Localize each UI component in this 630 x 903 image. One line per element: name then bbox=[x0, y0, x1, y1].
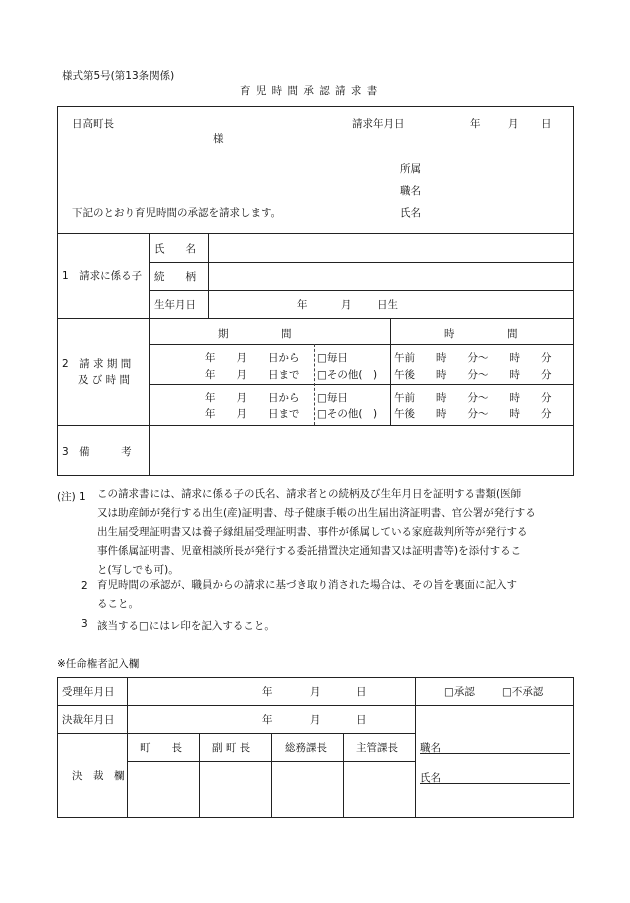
pm-time-1[interactable]: 午後 時 分〜 時 分 bbox=[394, 369, 552, 381]
section-period-label-2: 及 び 時 間 bbox=[78, 374, 131, 386]
note-3: 該当する□にはレ印を記入すること。 bbox=[97, 620, 275, 632]
divider bbox=[149, 290, 574, 291]
section-child-label: 1 請求に係る子 bbox=[62, 270, 143, 282]
note-1-line: 事件係属証明書、児童相談所長が発行する委託措置決定通知書又は証明書等)を添付するこ bbox=[97, 545, 522, 557]
appointer-name-label: 氏名 bbox=[420, 772, 441, 784]
role-general-affairs-chief: 総務課長 bbox=[285, 742, 327, 754]
period-from-2[interactable]: 年 月 日から bbox=[205, 392, 300, 404]
daily-checkbox-1[interactable]: □毎日 bbox=[317, 352, 348, 364]
decided-date-label: 決裁年月日 bbox=[62, 714, 115, 726]
daily-checkbox-2[interactable]: □毎日 bbox=[317, 392, 348, 404]
am-time-2[interactable]: 午前 時 分〜 時 分 bbox=[394, 392, 552, 404]
note-2-line: ること。 bbox=[97, 598, 139, 610]
birth-day[interactable]: 日生 bbox=[377, 299, 398, 311]
divider bbox=[57, 233, 574, 234]
period-from-1[interactable]: 年 月 日から bbox=[205, 352, 300, 364]
note-1-line: 出生届受理証明書又は養子縁組届受理証明書、事件が係属している家庭裁判所等が発行する bbox=[97, 526, 528, 538]
deputy-mayor-seal-field[interactable] bbox=[202, 765, 268, 815]
note-1-line: と(写しでも可)。 bbox=[97, 564, 179, 576]
note-1-line: この請求書には、請求に係る子の氏名、請求者との続柄及び生年月日を証明する書類(医師 bbox=[97, 488, 522, 500]
decided-month[interactable]: 月 bbox=[310, 714, 321, 726]
dashed-divider bbox=[314, 344, 315, 425]
received-month[interactable]: 月 bbox=[310, 686, 321, 698]
divider bbox=[415, 677, 416, 818]
divider bbox=[390, 318, 391, 425]
addressee: 日高町長 bbox=[72, 118, 114, 130]
reject-checkbox[interactable]: □不承認 bbox=[502, 686, 544, 698]
birth-month[interactable]: 月 bbox=[341, 299, 352, 311]
approval-label: 決 裁 欄 bbox=[72, 770, 125, 782]
mayor-seal-field[interactable] bbox=[130, 765, 196, 815]
other-checkbox-2[interactable]: □その他( ) bbox=[317, 408, 378, 420]
divider bbox=[199, 733, 200, 818]
honorific: 様 bbox=[213, 133, 224, 145]
request-date-label: 請求年月日 bbox=[352, 118, 405, 130]
divider bbox=[149, 384, 574, 385]
divider bbox=[149, 233, 150, 476]
am-time-1[interactable]: 午前 時 分〜 時 分 bbox=[394, 352, 552, 364]
divider bbox=[208, 233, 209, 318]
received-year[interactable]: 年 bbox=[262, 686, 273, 698]
child-name-field[interactable] bbox=[213, 241, 571, 259]
note-3-number: 3 bbox=[81, 618, 88, 630]
divider bbox=[271, 733, 272, 818]
department-seal-field[interactable] bbox=[346, 765, 412, 815]
child-relation-field[interactable] bbox=[213, 268, 571, 286]
role-deputy-mayor: 副 町 長 bbox=[212, 742, 251, 754]
period-to-2[interactable]: 年 月 日まで bbox=[205, 408, 300, 420]
form-title: 育 児 時 間 承 認 請 求 書 bbox=[240, 85, 379, 97]
general-affairs-seal-field[interactable] bbox=[274, 765, 340, 815]
date-day-field[interactable]: 日 bbox=[541, 118, 552, 130]
child-relation-label: 続 柄 bbox=[154, 271, 196, 283]
time-header: 時 間 bbox=[444, 328, 518, 340]
divider bbox=[57, 705, 574, 706]
role-mayor: 町 長 bbox=[140, 742, 182, 754]
remarks-field[interactable] bbox=[153, 429, 571, 473]
period-to-1[interactable]: 年 月 日まで bbox=[205, 369, 300, 381]
request-statement: 下記のとおり育児時間の承認を請求します。 bbox=[72, 207, 282, 219]
decided-day[interactable]: 日 bbox=[356, 714, 367, 726]
decided-year[interactable]: 年 bbox=[262, 714, 273, 726]
child-birth-label: 生年月日 bbox=[154, 299, 196, 311]
appointer-heading: ※任命権者記入欄 bbox=[57, 658, 140, 670]
other-checkbox-1[interactable]: □その他( ) bbox=[317, 369, 378, 381]
divider bbox=[57, 425, 574, 426]
divider bbox=[127, 677, 128, 818]
note-2-line: 育児時間の承認が、職員からの請求に基づき取り消された場合は、その旨を裏面に記入す bbox=[97, 579, 517, 591]
child-name-label: 氏 名 bbox=[154, 243, 196, 255]
note-marker: (注) 1 bbox=[57, 491, 86, 503]
note-2-number: 2 bbox=[81, 580, 88, 592]
date-year-field[interactable]: 年 bbox=[470, 118, 481, 130]
note-2 bbox=[97, 576, 575, 614]
appointer-position-label: 職名 bbox=[420, 742, 441, 754]
divider bbox=[149, 344, 574, 345]
note-1 bbox=[97, 485, 575, 580]
pm-time-2[interactable]: 午後 時 分〜 時 分 bbox=[394, 408, 552, 420]
role-department-chief: 主管課長 bbox=[356, 742, 398, 754]
form-number: 様式第5号(第13条関係) bbox=[62, 70, 175, 82]
position-underline bbox=[420, 753, 570, 754]
divider bbox=[343, 733, 344, 818]
period-header: 期 間 bbox=[218, 328, 292, 340]
divider bbox=[149, 262, 574, 263]
section-period-label-1: 2 請 求 期 間 bbox=[62, 358, 132, 370]
received-date-label: 受理年月日 bbox=[62, 686, 115, 698]
remarks-label: 3 備 考 bbox=[62, 446, 132, 458]
birth-year[interactable]: 年 bbox=[297, 299, 308, 311]
approve-checkbox[interactable]: □承認 bbox=[444, 686, 475, 698]
divider bbox=[57, 733, 415, 734]
note-1-line: 又は助産師が発行する出生(産)証明書、母子健康手帳の出生届出済証明書、官公署が発行する bbox=[97, 507, 536, 519]
applicant-name-label: 氏名 bbox=[400, 207, 421, 219]
received-day[interactable]: 日 bbox=[356, 686, 367, 698]
divider bbox=[57, 318, 574, 319]
affiliation-label: 所属 bbox=[400, 163, 421, 175]
date-month-field[interactable]: 月 bbox=[508, 118, 519, 130]
position-label: 職名 bbox=[400, 185, 421, 197]
name-underline bbox=[420, 783, 570, 784]
